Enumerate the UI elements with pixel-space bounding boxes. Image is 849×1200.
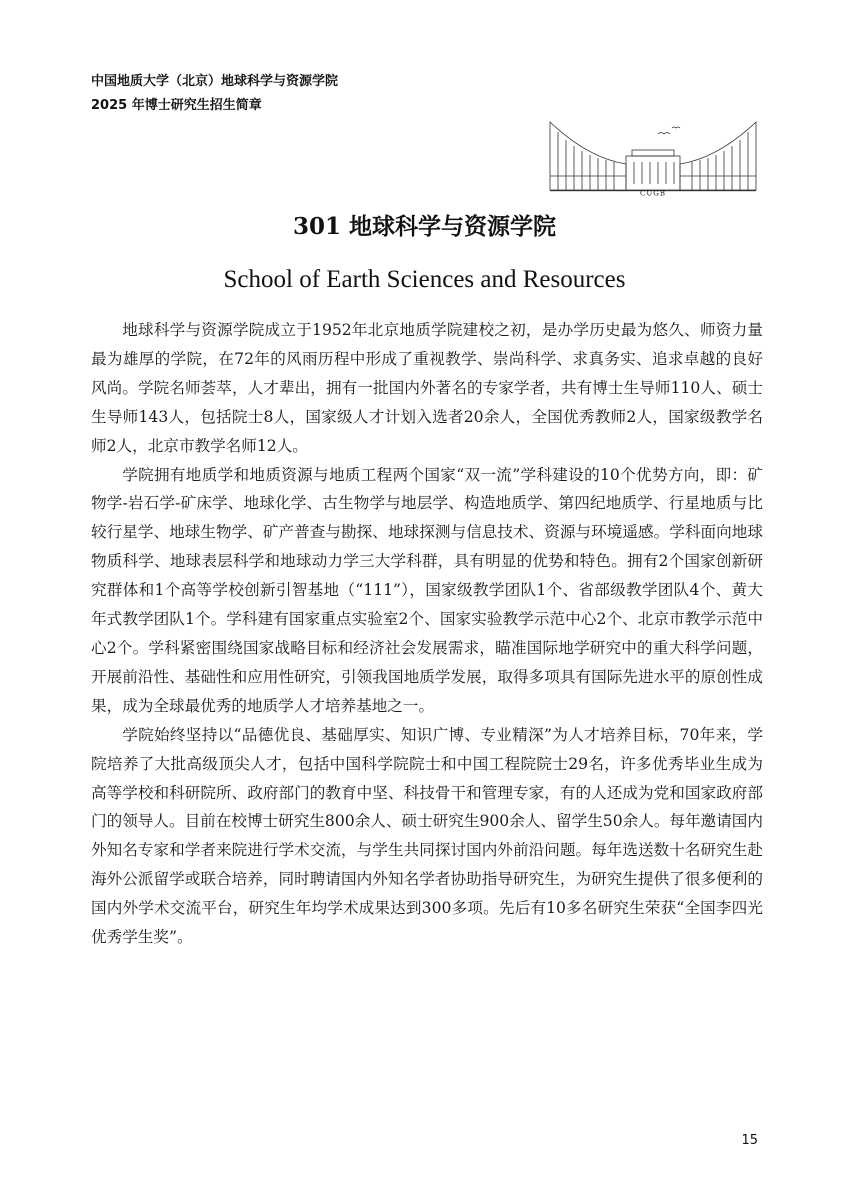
paragraph-disciplines: 学院拥有地质学和地质资源与地质工程两个国家“双一流”学科建设的10个优势方向，即：矿物学-岩石学-矿床学、地球化学、古生物学与地层学、构造地质学、第四纪地质学、行星地质与比较行星学、地球生物学、矿产普查与勘探、地球探测与信息技术、资源与环境遥感。学科面向地球物质科学、地球表层科学和地球动力学三大学科群，具有明显的优势和特色。拥有2个国家创新研究群体和1个高等学校创新引智基地（“111”），国家级教学团队1个、省部级教学团队4个、黄大年式教学团队1个。学科建有国家重点实验室2个、国家实验教学示范中心2个、北京市教学示范中心2个。学科紧密围绕国家战略目标和经济社会发展需求，瞄准国际地学研究中的重大科学问题，开展前沿性、基础性和应用性研究，引领我国地质学发展，取得多项具有国际先进水平的原创性成果，成为全球最优秀的地质学人才培养基地之一。: [91, 465, 763, 715]
paragraph-talent-training: 学院始终坚持以“品德优良、基础厚实、知识广博、专业精深”为人才培养目标，70年来，学院培养了大批高级顶尖人才，包括中国科学院院士和中国工程院院士29名，许多优秀毕业生成为高等学校和科研院所、政府部门的教育中坚、科技骨干和管理专家，有的人还成为党和国家政府部门的领导人。目前在校博士研究生800余人、硕士研究生900余人、留学生50余人。每年邀请国内外知名专家和学者来院进行学术交流，与学生共同探讨国内外前沿问题。每年选送数十名研究生赴海外公派留学或联合培养，同时聘请国内外知名学者协助指导研究生，为研究生提供了很多便利的国内外学术交流平台，研究生年均学术成果达到300多项。先后有10多名研究生荣获“全国李四光优秀学生奖”。: [91, 725, 763, 947]
page-title-chinese: 301 地球科学与资源学院: [292, 213, 557, 240]
university-building-logo: [548, 120, 758, 196]
page-title-english: School of Earth Sciences and Resources: [223, 266, 626, 293]
main-content: [91, 316, 763, 952]
page-header: [91, 70, 338, 118]
paragraph-history: 地球科学与资源学院成立于1952年北京地质学院建校之初，是办学历史最为悠久、师资力量最为雄厚的学院，在72年的风雨历程中形成了重视教学、崇尚科学、求真务实、追求卓越的良好风尚。学院名师荟萃，人才辈出，拥有一批国内外著名的专家学者，共有博士生导师110人、硕士生导师143人，包括院士8人，国家级人才计划入选者20余人，全国优秀教师2人，国家级教学名师2人，北京市教学名师12人。: [91, 321, 763, 455]
logo-text: CUGB: [640, 189, 666, 196]
header-institution: 中国地质大学（北京）地球科学与资源学院: [91, 74, 339, 89]
header-brochure-title: 2025 年博士研究生招生简章: [91, 98, 262, 113]
page-number: 15: [741, 1133, 758, 1148]
